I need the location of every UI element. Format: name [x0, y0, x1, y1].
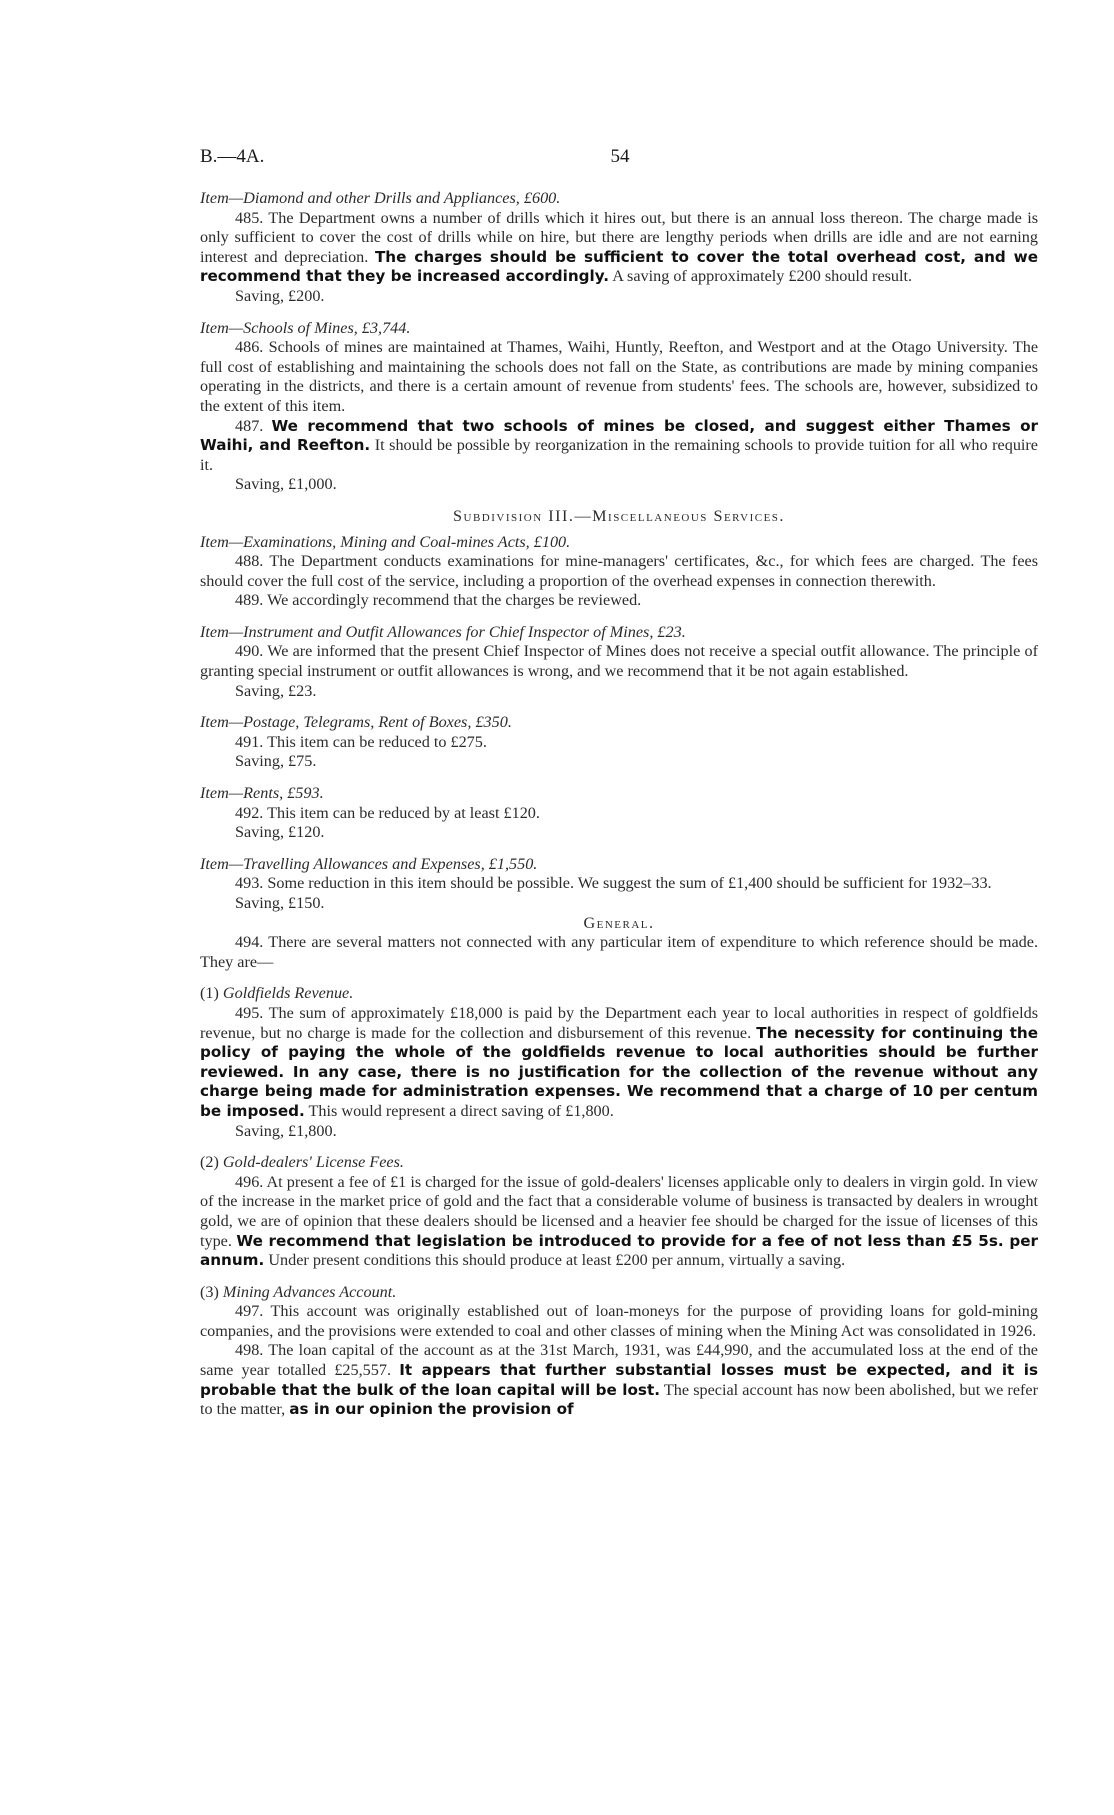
- item-heading-instrument: Item—Instrument and Outfit Allowances for Chief Inspector of Mines, £23.: [200, 622, 686, 641]
- subheading-number: (1): [200, 984, 219, 1003]
- paragraph-text: At present a fee of £1 is charged for the issue of gold-dealers' licenses applicable only to dealers in virgin gold. In view of the increase in the market price of gold and the fact that a considerable volume of business is transacted by dealers in wrought gold, we are of opinion that these dealers should be licensed and a heavier fee should be charged for the issue of licenses of this type.: [200, 1172, 1038, 1250]
- paragraph-text: The Department owns a number of drills which it hires out, but there is an annual loss thereon. The charge made is only sufficient to cover the cost of drills while on hire, but there are lengthy periods when drills are idle and are not earning interest and depreciation.: [200, 208, 1038, 266]
- paragraph-486: 486. Schools of mines are maintained at Thames, Waihi, Huntly, Reefton, and Westport and at the Otago University. The full cost of establishing and maintaining the schools does not fall on the State, as contributions are made by mining companies operating in the districts, and there is a certain amount of revenue from students' fees. The schools are, however, subsidized to the extent of this item.: [200, 338, 1038, 415]
- general-heading: General.: [583, 913, 655, 932]
- paragraph-number: 498.: [235, 1341, 264, 1360]
- subheading-gold-dealers: [200, 1153, 1038, 1173]
- paragraph-497: 497. This account was originally established out of loan-moneys for the purpose of providing loans for gold-mining companies, and the provisions were extended to coal and other classes of mining when the Mining Act was consolidated in 1926.: [200, 1302, 1038, 1340]
- item-heading-schools: Item—Schools of Mines, £3,744.: [200, 318, 411, 337]
- paragraph-number: 487.: [235, 416, 264, 435]
- paragraph-498: [200, 1341, 1038, 1419]
- paragraph-490: 490. We are informed that the present Chief Inspector of Mines does not receive a special outfit allowance. The principle of granting special instrument or outfit allowances is wrong, and we recommend that it be not again established.: [200, 642, 1038, 681]
- saving-line: Saving, £200.: [235, 286, 325, 305]
- paragraph-494: 494. There are several matters not connected with any particular item of expenditure to which reference should be made. They are—: [200, 933, 1038, 971]
- paragraph-text: This would represent a direct saving of £1,800.: [308, 1101, 614, 1120]
- paragraph-number: 485.: [235, 208, 264, 227]
- recommendation-text: We recommend that two schools of mines be closed, and suggest either Thames or Waihi, and Reefton.: [200, 416, 1038, 455]
- paragraph-491: 491. This item can be reduced to £275.: [235, 732, 487, 751]
- item-heading-travelling: Item—Travelling Allowances and Expenses, £1,550.: [200, 854, 538, 873]
- item-heading-postage: Item—Postage, Telegrams, Rent of Boxes, £350.: [200, 713, 512, 732]
- paragraph-text: The sum of approximately £18,000 is paid by the Department each year to local authorities in respect of goldfields revenue, but no charge is made for the collection and disbursement of this revenue.: [200, 1003, 1038, 1042]
- item-heading-rents: Item—Rents, £593.: [200, 784, 324, 803]
- saving-line: Saving, £1,800.: [235, 1121, 337, 1140]
- subheading-title: Goldfields Revenue.: [222, 984, 354, 1003]
- subheading-mining-advances: [200, 1283, 1038, 1303]
- recommendation-text: as in our opinion the provision of: [289, 1400, 574, 1419]
- paragraph-number: 496.: [235, 1172, 264, 1191]
- paragraph-number: 495.: [235, 1003, 264, 1022]
- saving-line: Saving, £23.: [235, 681, 317, 700]
- paragraph-492: 492. This item can be reduced by at least £120.: [235, 803, 540, 822]
- paragraph-496: [200, 1173, 1038, 1271]
- recommendation-text: The charges should be sufficient to cover the total overhead cost, and we recommend that they be increased accordingly.: [200, 247, 1038, 286]
- paragraph-488: 488. The Department conducts examinations for mine-managers' certificates, &c., for which fees are charged. The fees should cover the full cost of the service, including a proportion of the overhead expenses in connection therewith.: [200, 552, 1038, 590]
- subheading-title: Gold-dealers' License Fees.: [222, 1153, 404, 1172]
- page-header: [200, 146, 1040, 170]
- paragraph-485: [200, 209, 1038, 287]
- paragraph-495: [200, 1004, 1038, 1122]
- subheading-goldfields-revenue: [200, 984, 1038, 1004]
- paragraph-493: 493. Some reduction in this item should be possible. We suggest the sum of £1,400 should be sufficient for 1932–33.: [235, 874, 992, 893]
- recommendation-text: The necessity for continuing the policy of paying the whole of the goldfields revenue to local authorities should be further reviewed. In any case, there is no justification for the collection of the revenue without any charge being made for administration expenses. We recommend that a charge of 10 per centum be imposed.: [200, 1023, 1038, 1120]
- subheading-number: (2): [200, 1153, 219, 1172]
- paragraph-text: The loan capital of the account as at the 31st March, 1931, was £44,990, and the accumulated loss at the end of the same year totalled £25,557.: [200, 1341, 1038, 1380]
- subheading-title: Mining Advances Account.: [222, 1282, 397, 1301]
- paragraph-text: It should be possible by reorganization in the remaining schools to provide tuition for all who require it.: [200, 436, 1038, 474]
- paragraph-text: Under present conditions this should produce at least £200 per annum, virtually a saving.: [268, 1251, 846, 1270]
- paragraph-489: 489. We accordingly recommend that the charges be reviewed.: [235, 591, 642, 610]
- recommendation-text: We recommend that legislation be introduced to provide for a fee of not less than £5 5s. per annum.: [200, 1231, 1039, 1270]
- subdivision-heading: Subdivision III.—Miscellaneous Services.: [453, 506, 785, 525]
- recommendation-text: It appears that further substantial losses must be expected, and it is probable that the bulk of the loan capital will be lost.: [200, 1361, 1038, 1399]
- saving-line: Saving, £1,000.: [235, 475, 337, 494]
- document-body: [200, 189, 1038, 1420]
- document-reference: B.—4A.: [200, 146, 265, 167]
- saving-line: Saving, £150.: [235, 894, 325, 912]
- paragraph-text: The special account has now been abolished, but we refer to the matter,: [200, 1380, 1038, 1419]
- page-number: 54: [610, 146, 630, 167]
- saving-line: Saving, £120.: [235, 823, 325, 842]
- item-heading-drills: Item—Diamond and other Drills and Appliances, £600.: [200, 189, 561, 207]
- subheading-number: (3): [200, 1282, 219, 1301]
- paragraph-487: [200, 417, 1038, 476]
- paragraph-text: A saving of approximately £200 should result.: [612, 267, 913, 286]
- item-heading-examinations: Item—Examinations, Mining and Coal-mines Acts, £100.: [200, 532, 571, 551]
- saving-line: Saving, £75.: [235, 752, 317, 771]
